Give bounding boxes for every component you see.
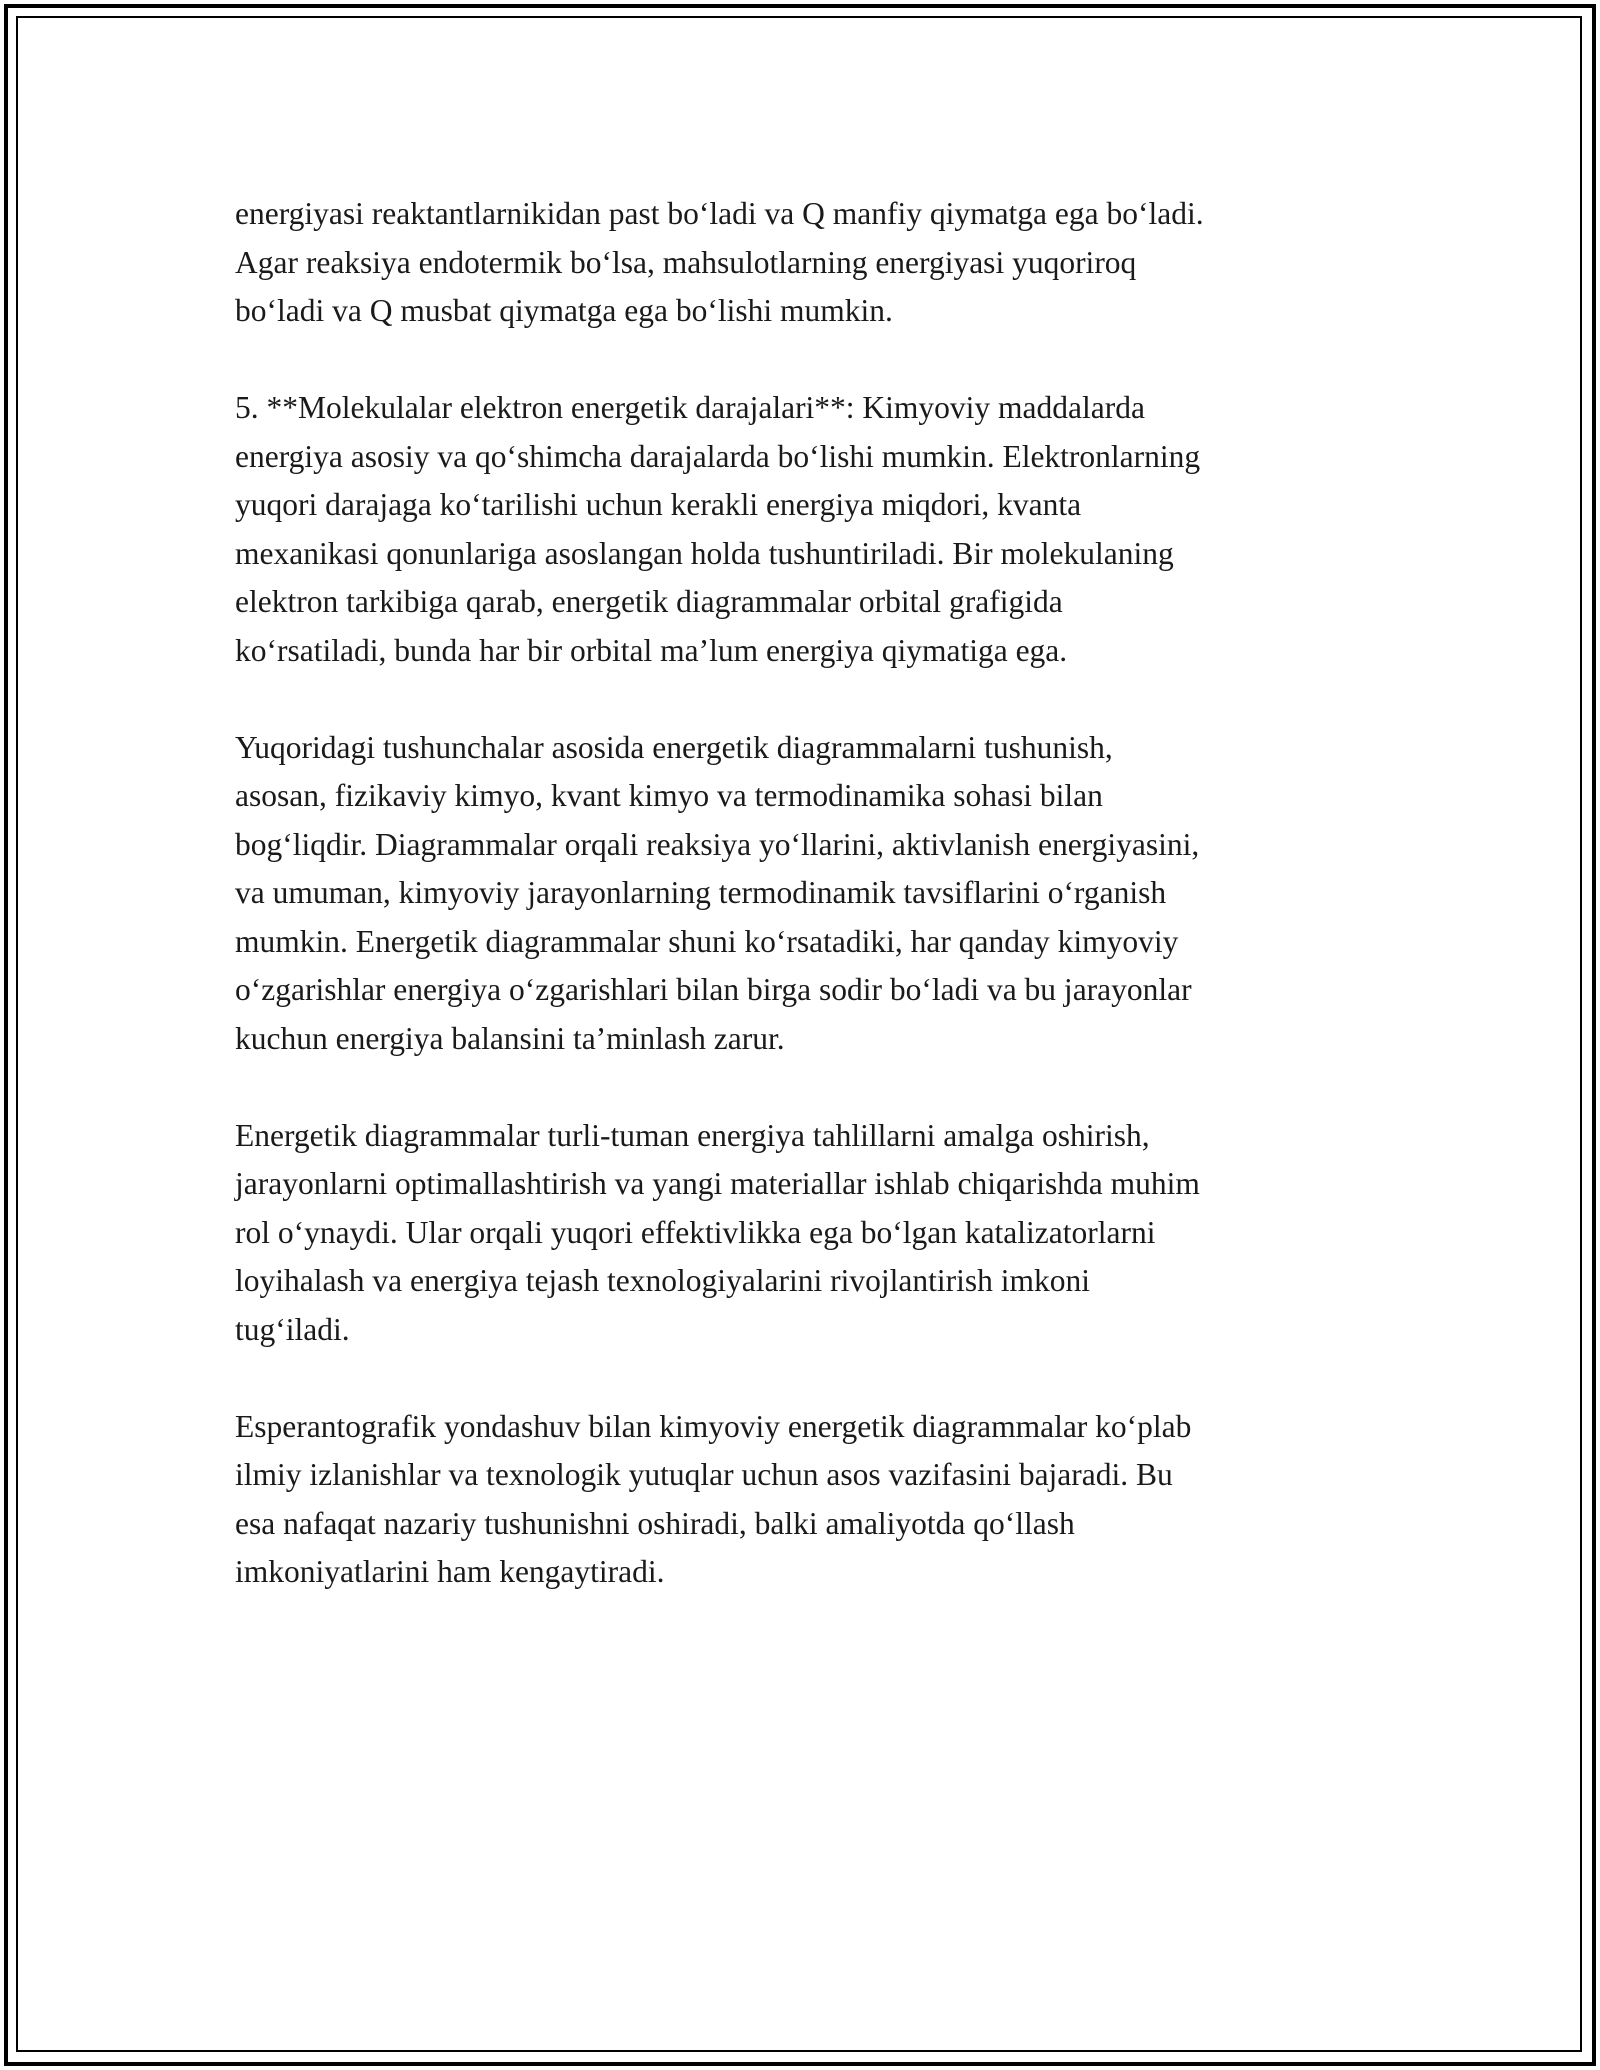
text-line: ilmiy izlanishlar va texnologik yutuqlar uchun asos vazifasini bajaradi. Bu xyxy=(235,1457,1173,1492)
text-line: Esperantografik yondashuv bilan kimyoviy energetik diagrammalar ko‘plab xyxy=(235,1408,1192,1444)
text-line: Energetik diagrammalar turli-tuman energiya tahlillarni amalga oshirish, xyxy=(235,1117,1150,1153)
paragraph xyxy=(235,1403,1385,1597)
text-line: imkoniyatlarini ham kengaytiradi. xyxy=(235,1554,665,1589)
text-line: bog‘liqdir. Diagrammalar orqali reaksiya yo‘llarini, aktivlanish energiyasini, xyxy=(235,826,1200,862)
document-body xyxy=(235,190,1385,1645)
text-line: energiya asosiy va qo‘shimcha darajalarda bo‘lishi mumkin. Elektronlarning xyxy=(235,438,1201,474)
paragraph xyxy=(235,384,1385,675)
paragraph xyxy=(235,190,1385,336)
text-line: elektron tarkibiga qarab, energetik diagrammalar orbital grafigida xyxy=(235,584,1063,619)
text-line: yuqori darajaga ko‘tarilishi uchun kerakli energiya miqdori, kvanta xyxy=(235,487,1082,522)
text-line: rol o‘ynaydi. Ular orqali yuqori effektivlikka ega bo‘lgan katalizatorlarni xyxy=(235,1214,1156,1250)
text-line: Yuqoridagi tushunchalar asosida energetik diagrammalarni tushunish, xyxy=(235,729,1113,765)
text-line: mumkin. Energetik diagrammalar shuni ko‘rsatadiki, har qanday kimyoviy xyxy=(235,923,1179,959)
text-line: esa nafaqat nazariy tushunishni oshiradi, balki amaliyotda qo‘llash xyxy=(235,1505,1075,1541)
text-line: Agar reaksiya endotermik bo‘lsa, mahsulotlarning energiyasi yuqoriroq xyxy=(235,244,1137,280)
text-line: o‘zgarishlar energiya o‘zgarishlari bilan birga sodir bo‘ladi va bu jarayonlar xyxy=(235,972,1192,1007)
text-line: bo‘ladi va Q musbat qiymatga ega bo‘lishi mumkin. xyxy=(235,293,893,328)
text-line: kuchun energiya balansini ta’minlash zarur. xyxy=(235,1020,785,1056)
text-line: asosan, fizikaviy kimyo, kvant kimyo va termodinamika sohasi bilan xyxy=(235,778,1103,813)
paragraph xyxy=(235,724,1385,1064)
text-line: ko‘rsatiladi, bunda har bir orbital ma’lum energiya qiymatiga ega. xyxy=(235,632,1068,668)
text-line: jarayonlarni optimallashtirish va yangi materiallar ishlab chiqarishda muhim xyxy=(235,1166,1200,1201)
text-line: mexanikasi qonunlariga asoslangan holda tushuntiriladi. Bir molekulaning xyxy=(235,535,1174,571)
text-line: energiyasi reaktantlarnikidan past bo‘ladi va Q manfiy qiymatga ega bo‘ladi. xyxy=(235,196,1204,231)
paragraph xyxy=(235,1112,1385,1355)
text-line: loyihalash va energiya tejash texnologiyalarini rivojlantirish imkoni xyxy=(235,1263,1090,1298)
text-line: va umuman, kimyoviy jarayonlarning termodinamik tavsiflarini o‘rganish xyxy=(235,875,1167,910)
text-line: 5. **Molekulalar elektron energetik darajalari**: Kimyoviy maddalarda xyxy=(235,390,1145,425)
text-line: tug‘iladi. xyxy=(235,1311,350,1347)
